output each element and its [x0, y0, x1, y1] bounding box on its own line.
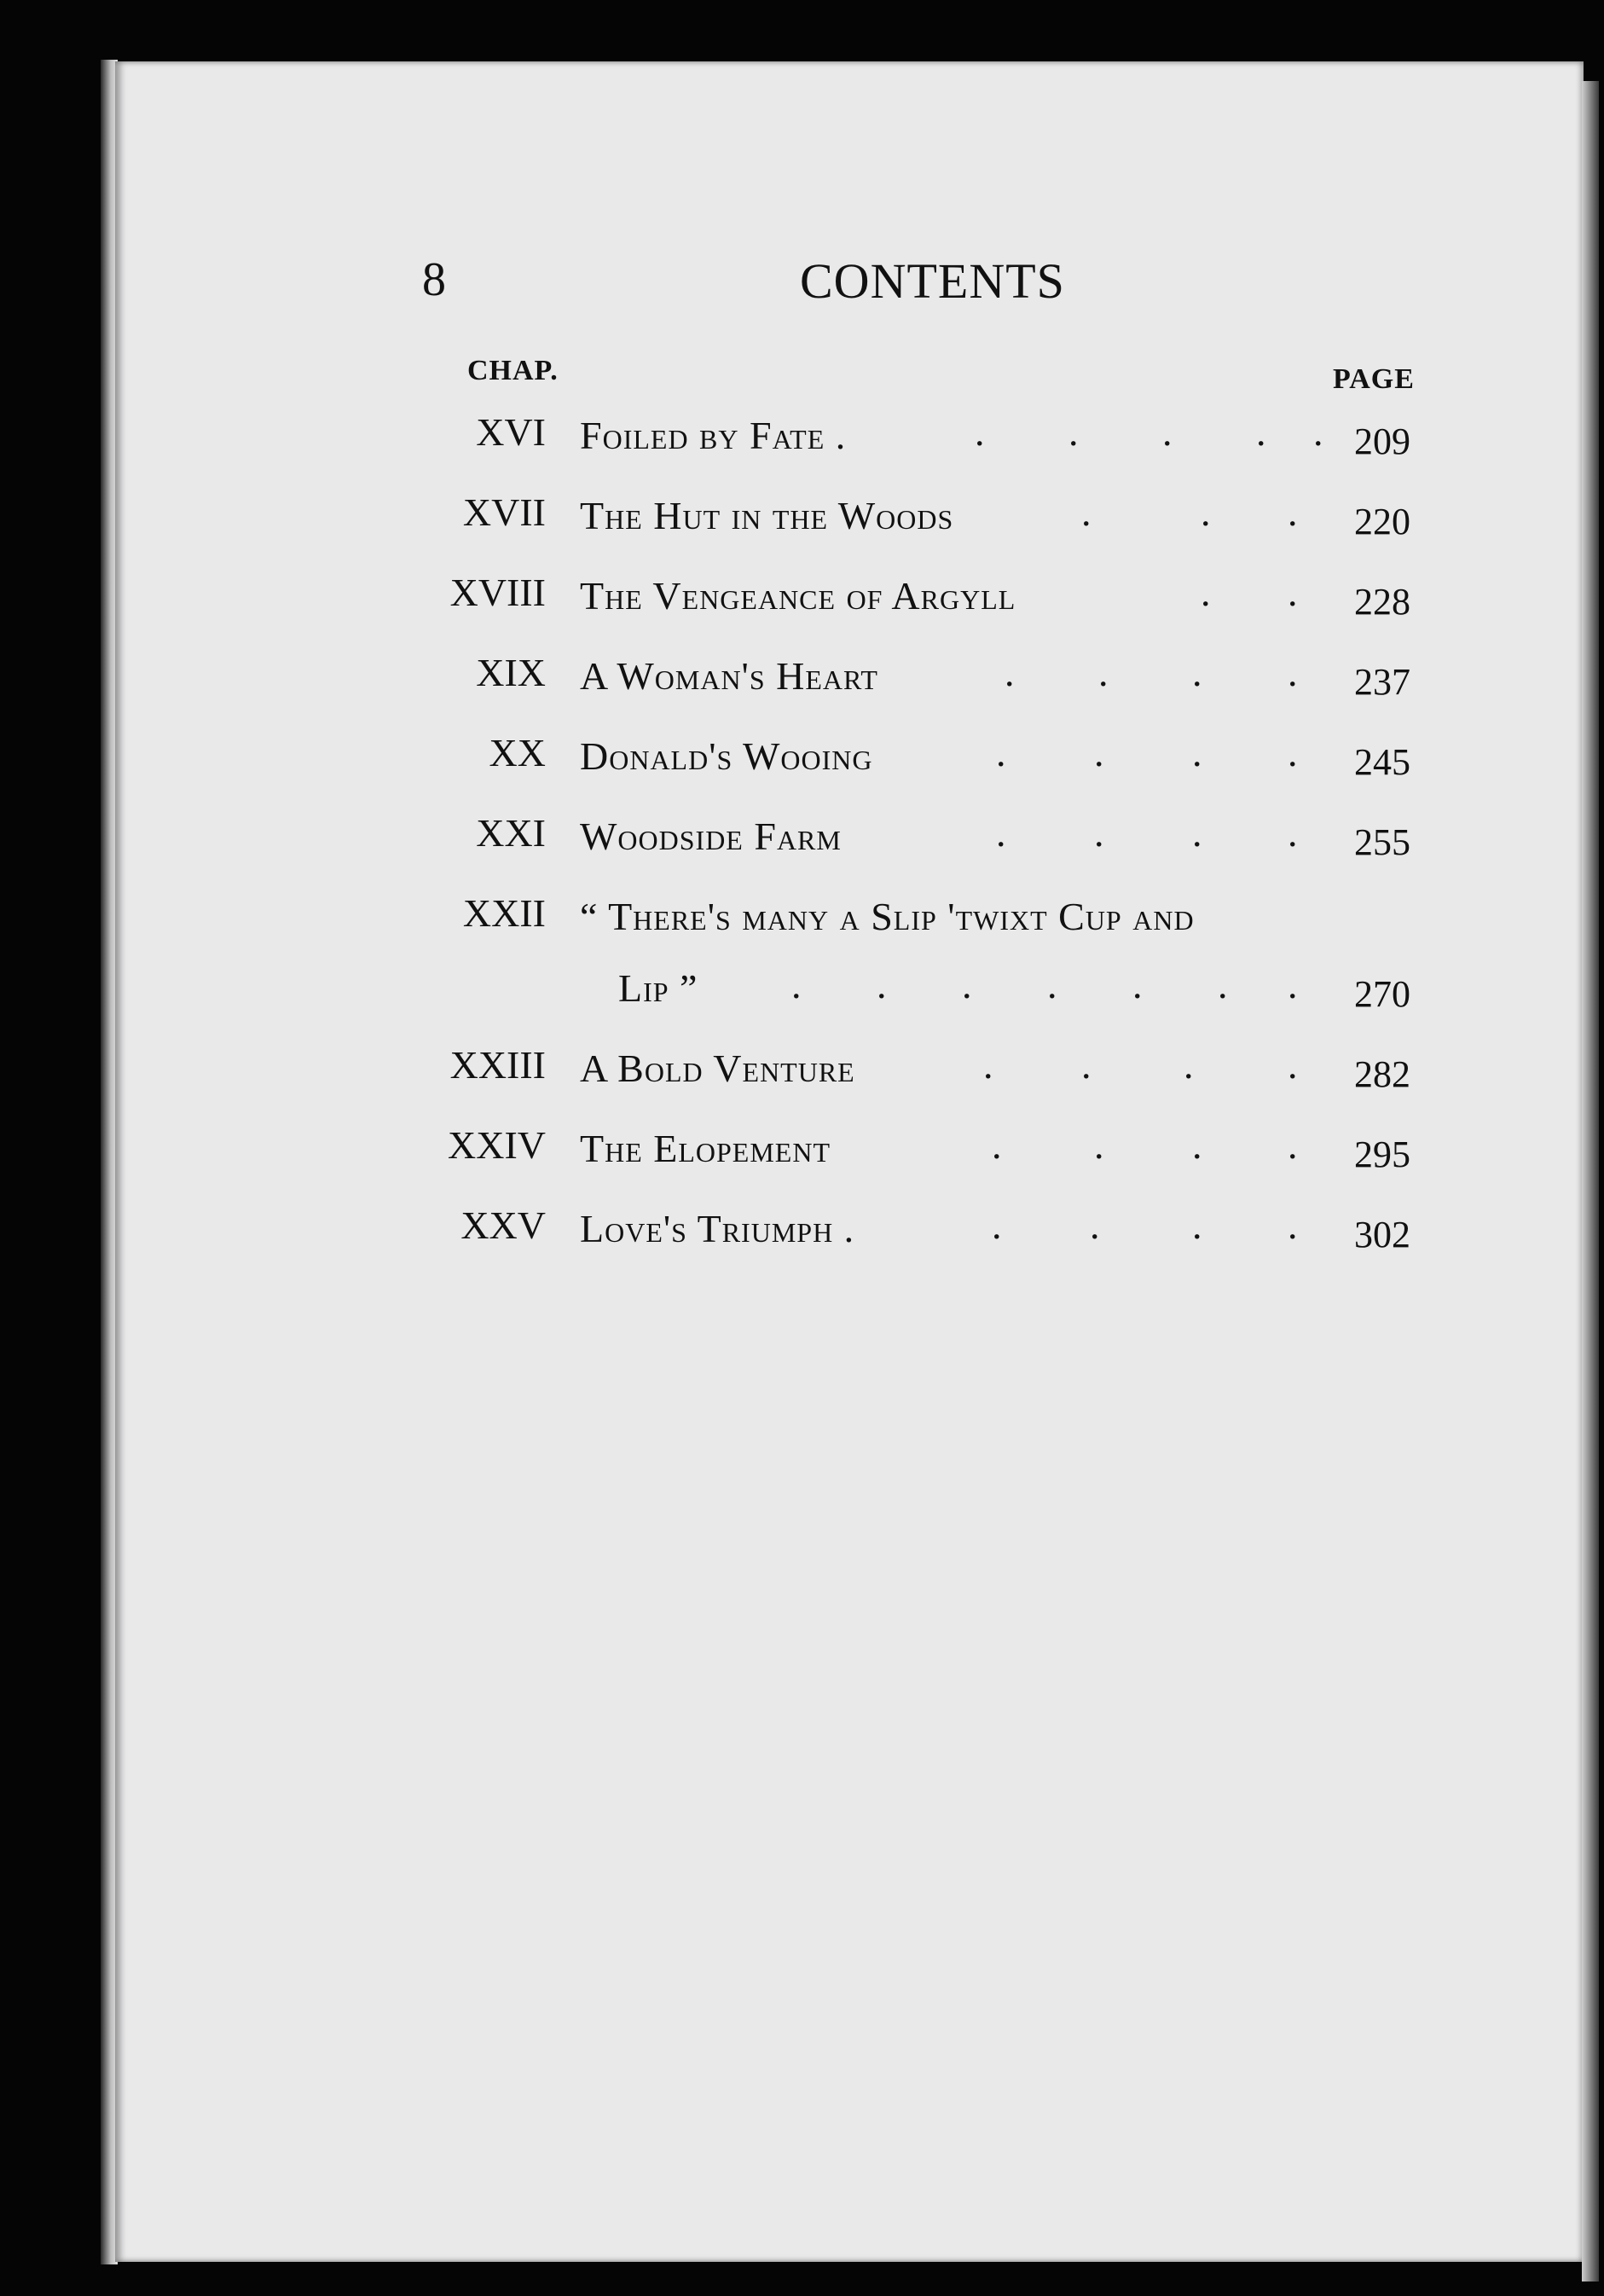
leader-dot: . — [1288, 571, 1298, 614]
leader-dot: . — [1288, 811, 1298, 855]
page-number: 8 — [422, 253, 446, 306]
leader-dot: . — [877, 963, 887, 1006]
leader-dot: . — [1192, 811, 1202, 855]
leader-dot: . — [1288, 490, 1298, 534]
chapter-number: XVII — [462, 490, 546, 534]
page-heading: CONTENTS — [800, 253, 1065, 309]
page-reference: 237 — [1354, 661, 1410, 703]
page-reference: 245 — [1354, 741, 1410, 783]
toc-entry — [341, 409, 1433, 469]
chapter-title-continuation: Lip ” — [618, 966, 698, 1010]
chapter-title: The Vengeance of Argyll — [580, 574, 1016, 617]
toc-entry — [341, 1203, 1433, 1262]
leader-dot: . — [996, 811, 1006, 855]
chapter-number: XXI — [476, 811, 546, 855]
leader-dot: . — [1162, 410, 1173, 454]
leader-dot: . — [996, 731, 1006, 774]
leader-dot: . — [962, 963, 972, 1006]
chapter-number: XXII — [462, 891, 546, 935]
leader-dot: . — [1192, 731, 1202, 774]
leader-dot: . — [1094, 731, 1104, 774]
chapter-number: XVIII — [449, 571, 546, 614]
toc-entry — [341, 730, 1433, 790]
leader-dot: . — [1288, 1043, 1298, 1087]
page-reference: 282 — [1354, 1053, 1410, 1095]
leader-dot: . — [1201, 571, 1211, 614]
leader-dot: . — [1005, 651, 1015, 694]
chapter-title: Love's Triumph . — [580, 1207, 855, 1250]
toc-entry — [341, 570, 1433, 629]
leader-dot: . — [1081, 490, 1092, 534]
leader-dot: . — [1218, 963, 1228, 1006]
leader-dot: . — [992, 1123, 1002, 1167]
chapter-number: XXIII — [449, 1043, 546, 1087]
chapter-title: Foiled by Fate . — [580, 414, 847, 457]
page-reference: 209 — [1354, 420, 1410, 462]
leader-dot: . — [975, 410, 985, 454]
chapter-title: The Elopement — [580, 1127, 831, 1170]
chapter-title: The Hut in the Woods — [580, 494, 954, 537]
leader-dot: . — [1288, 1123, 1298, 1167]
leader-dot: . — [1184, 1043, 1194, 1087]
leader-dot: . — [1090, 1203, 1100, 1247]
leader-dot: . — [791, 963, 802, 1006]
toc-entry — [341, 650, 1433, 710]
leader-dot: . — [1288, 651, 1298, 694]
leader-dot: . — [1201, 490, 1211, 534]
toc-entry — [341, 490, 1433, 549]
chapter-title: A Woman's Heart — [580, 654, 878, 698]
leader-dot: . — [1094, 1123, 1104, 1167]
chapter-title: A Bold Venture — [580, 1047, 855, 1090]
chapter-number: XX — [489, 731, 546, 774]
toc-entry — [341, 810, 1433, 870]
chapter-title: Donald's Wooing — [580, 734, 873, 778]
chapter-title: “ There's many a Slip 'twixt Cup and — [580, 895, 1195, 938]
leader-dot: . — [1256, 410, 1266, 454]
page-reference: 270 — [1354, 973, 1410, 1015]
toc-entry-continuation — [341, 962, 1433, 1022]
leader-dot: . — [1192, 1203, 1202, 1247]
page-reference: 220 — [1354, 501, 1410, 542]
chapter-number: XIX — [476, 651, 546, 694]
page-reference: 302 — [1354, 1214, 1410, 1255]
leader-dot: . — [1098, 651, 1109, 694]
leader-dot: . — [1132, 963, 1143, 1006]
leader-dot: . — [1313, 410, 1323, 454]
leader-dot: . — [992, 1203, 1002, 1247]
page-reference: 255 — [1354, 821, 1410, 863]
leader-dot: . — [1192, 1123, 1202, 1167]
chapter-column-label: CHAP. — [467, 355, 559, 386]
toc-entry — [341, 1122, 1433, 1182]
leader-dot: . — [983, 1043, 993, 1087]
toc-entry — [341, 890, 1433, 950]
leader-dot: . — [1288, 963, 1298, 1006]
chapter-number: XXV — [460, 1203, 546, 1247]
leader-dot: . — [1192, 651, 1202, 694]
leader-dot: . — [1047, 963, 1057, 1006]
leader-dot: . — [1288, 1203, 1298, 1247]
leader-dot: . — [1094, 811, 1104, 855]
page-reference: 228 — [1354, 581, 1410, 623]
chapter-number: XXIV — [448, 1123, 546, 1167]
leader-dot: . — [1081, 1043, 1092, 1087]
page-column-label: PAGE — [1333, 363, 1415, 395]
page-reference: 295 — [1354, 1134, 1410, 1175]
leader-dot: . — [1068, 410, 1079, 454]
toc-entry — [341, 1042, 1433, 1102]
chapter-number: XVI — [476, 410, 546, 454]
leader-dot: . — [1288, 731, 1298, 774]
chapter-title: Woodside Farm — [580, 815, 842, 858]
